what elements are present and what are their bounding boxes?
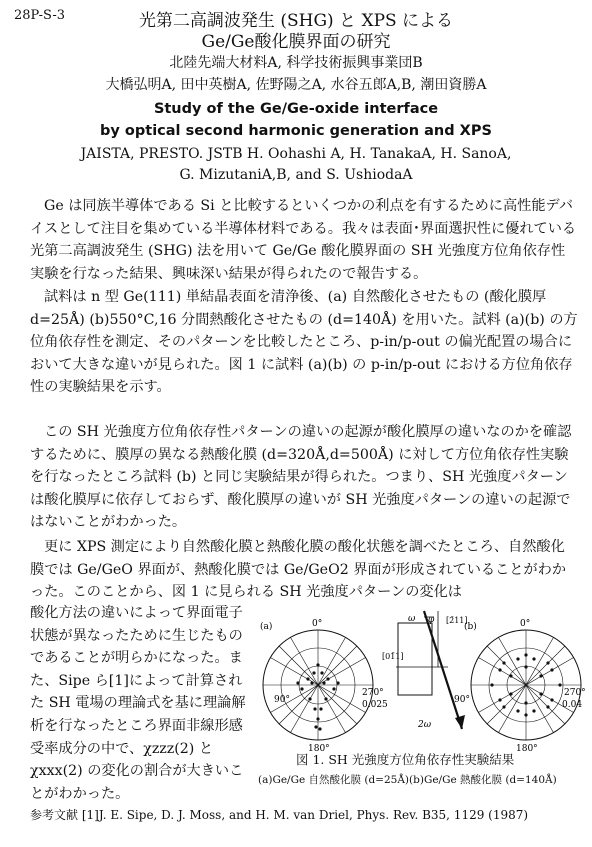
polar-plot-a	[263, 630, 373, 740]
b-angle-180: 180°	[516, 744, 538, 752]
b-angle-0: 0°	[520, 619, 531, 629]
a-angle-0: 0°	[312, 619, 323, 629]
two-omega-label: 2ω	[418, 720, 432, 730]
paragraph-xps: 更に XPS 測定により自然酸化膜と熱酸化膜の酸化状態を調べたところ、自然酸化膜では Ge/GeO 界面が、熱酸化膜では Ge/GeO2 界面が形成されていることがわかった。このことから、図 1 に見られる SH 光強度パターンの変化は	[30, 539, 567, 601]
authors-jp: 大橋弘明A, 田中英樹A, 佐野陽之A, 水谷五郎A,B, 潮田資勝A	[105, 77, 487, 93]
figure-1	[258, 607, 588, 752]
authors-en-line1: JAISTA, PRESTO. JSTB H. Oohashi A, H. TanakaA, H. SanoA,	[80, 146, 512, 162]
label-a: (a)	[260, 622, 273, 632]
direction-211: [2̄11]	[446, 616, 468, 625]
paper-code: 28P-S-3	[14, 8, 66, 23]
direction-011: [01̄1]	[382, 652, 404, 661]
phi-label: φ	[428, 615, 435, 625]
b-angle-270: 270°	[564, 688, 586, 698]
reference: 参考文献 [1]J. E. Sipe, D. J. Moss, and H. M. van Driel, Phys. Rev. B35, 1129 (1987)	[30, 808, 529, 822]
paragraph-samples: 試料は n 型 Ge(111) 単結晶表面を清浄後、(a) 自然酸化させたもの (酸化膜厚 d=25Å) (b)550°C,16 分間熱酸化させたもの (d=140Å) を用いた。試料 (a)(b) の方位角依存性を測定、そのパターンを比較したところ、p-in/p-out の偏光配置の場合において大きな違いが見られた。図 1 に試料 (a)(b) の p-in/p-out における方位角依存性の実験結果を示す。	[30, 289, 578, 396]
title-en-line2: by optical second harmonic generation and XPS	[100, 123, 492, 139]
title-jp-line2: Ge/Ge酸化膜界面の研究	[201, 32, 391, 52]
paragraph-intro: Ge は同族半導体である Si と比較するといくつかの利点を有するために高性能デバイスとして注目を集めている半導体材料である。我々は表面･界面選択性に優れている光第二高調波発生 (SHG) 法を用いて Ge/Ge 酸化膜界面の SH 光強度方位角依存性実験を行なった結果、興味深い結果が得られたので報告する。	[30, 198, 577, 282]
label-b: (b)	[464, 622, 477, 632]
title-jp-line1: 光第二高調波発生 (SHG) と XPS による	[138, 11, 454, 31]
paragraph-conclusion: 酸化方法の違いによって界面電子状態が異なったために生じたものであることが明らかになった。また、Sipe ら[1]によって計算された SH 電場の理論式を基に理論解析を行なったところ界面非線形感受率成分の中で、χzzz(2) とχxxx(2) の変化の割合が大きいことがわかった。	[30, 605, 246, 802]
a-angle-270: 270°	[362, 688, 384, 698]
b-angle-90: 90°	[454, 695, 470, 705]
a-angle-180: 180°	[308, 744, 330, 752]
a-scale: 0.025	[362, 700, 388, 710]
affiliations-jp: 北陸先端大材料A, 科学技術振興事業団B	[169, 55, 423, 71]
authors-en-line2: G. MizutaniA,B, and S. UshiodaA	[179, 167, 413, 183]
figure-caption-detail: (a)Ge/Ge 自然酸化膜 (d=25Å)(b)Ge/Ge 熱酸化膜 (d=140Å)	[258, 774, 557, 786]
b-scale: 0.04	[562, 700, 583, 710]
polar-plot-b	[471, 630, 581, 740]
omega-label: ω	[408, 614, 416, 624]
paragraph-thickness: この SH 光強度方位角依存性パターンの違いの起源が酸化膜厚の違いなのかを確認するために、膜厚の異なる熱酸化膜 (d=320Å,d=500Å) に対して方位角依存性実験を行なったところ試料 (b) と同じ実験結果が得られた。つまり、SH 光強度パターンは酸化膜厚に依存しておらず、酸化膜厚の違いが SH 光強度パターンの違いの起源ではないことがわかった。	[30, 424, 572, 531]
a-angle-90: 90°	[274, 695, 290, 705]
geometry-diagram	[396, 611, 465, 729]
title-en-line1: Study of the Ge/Ge-oxide interface	[153, 101, 439, 117]
figure-caption: 図 1. SH 光強度方位角依存性実験結果	[296, 752, 515, 767]
